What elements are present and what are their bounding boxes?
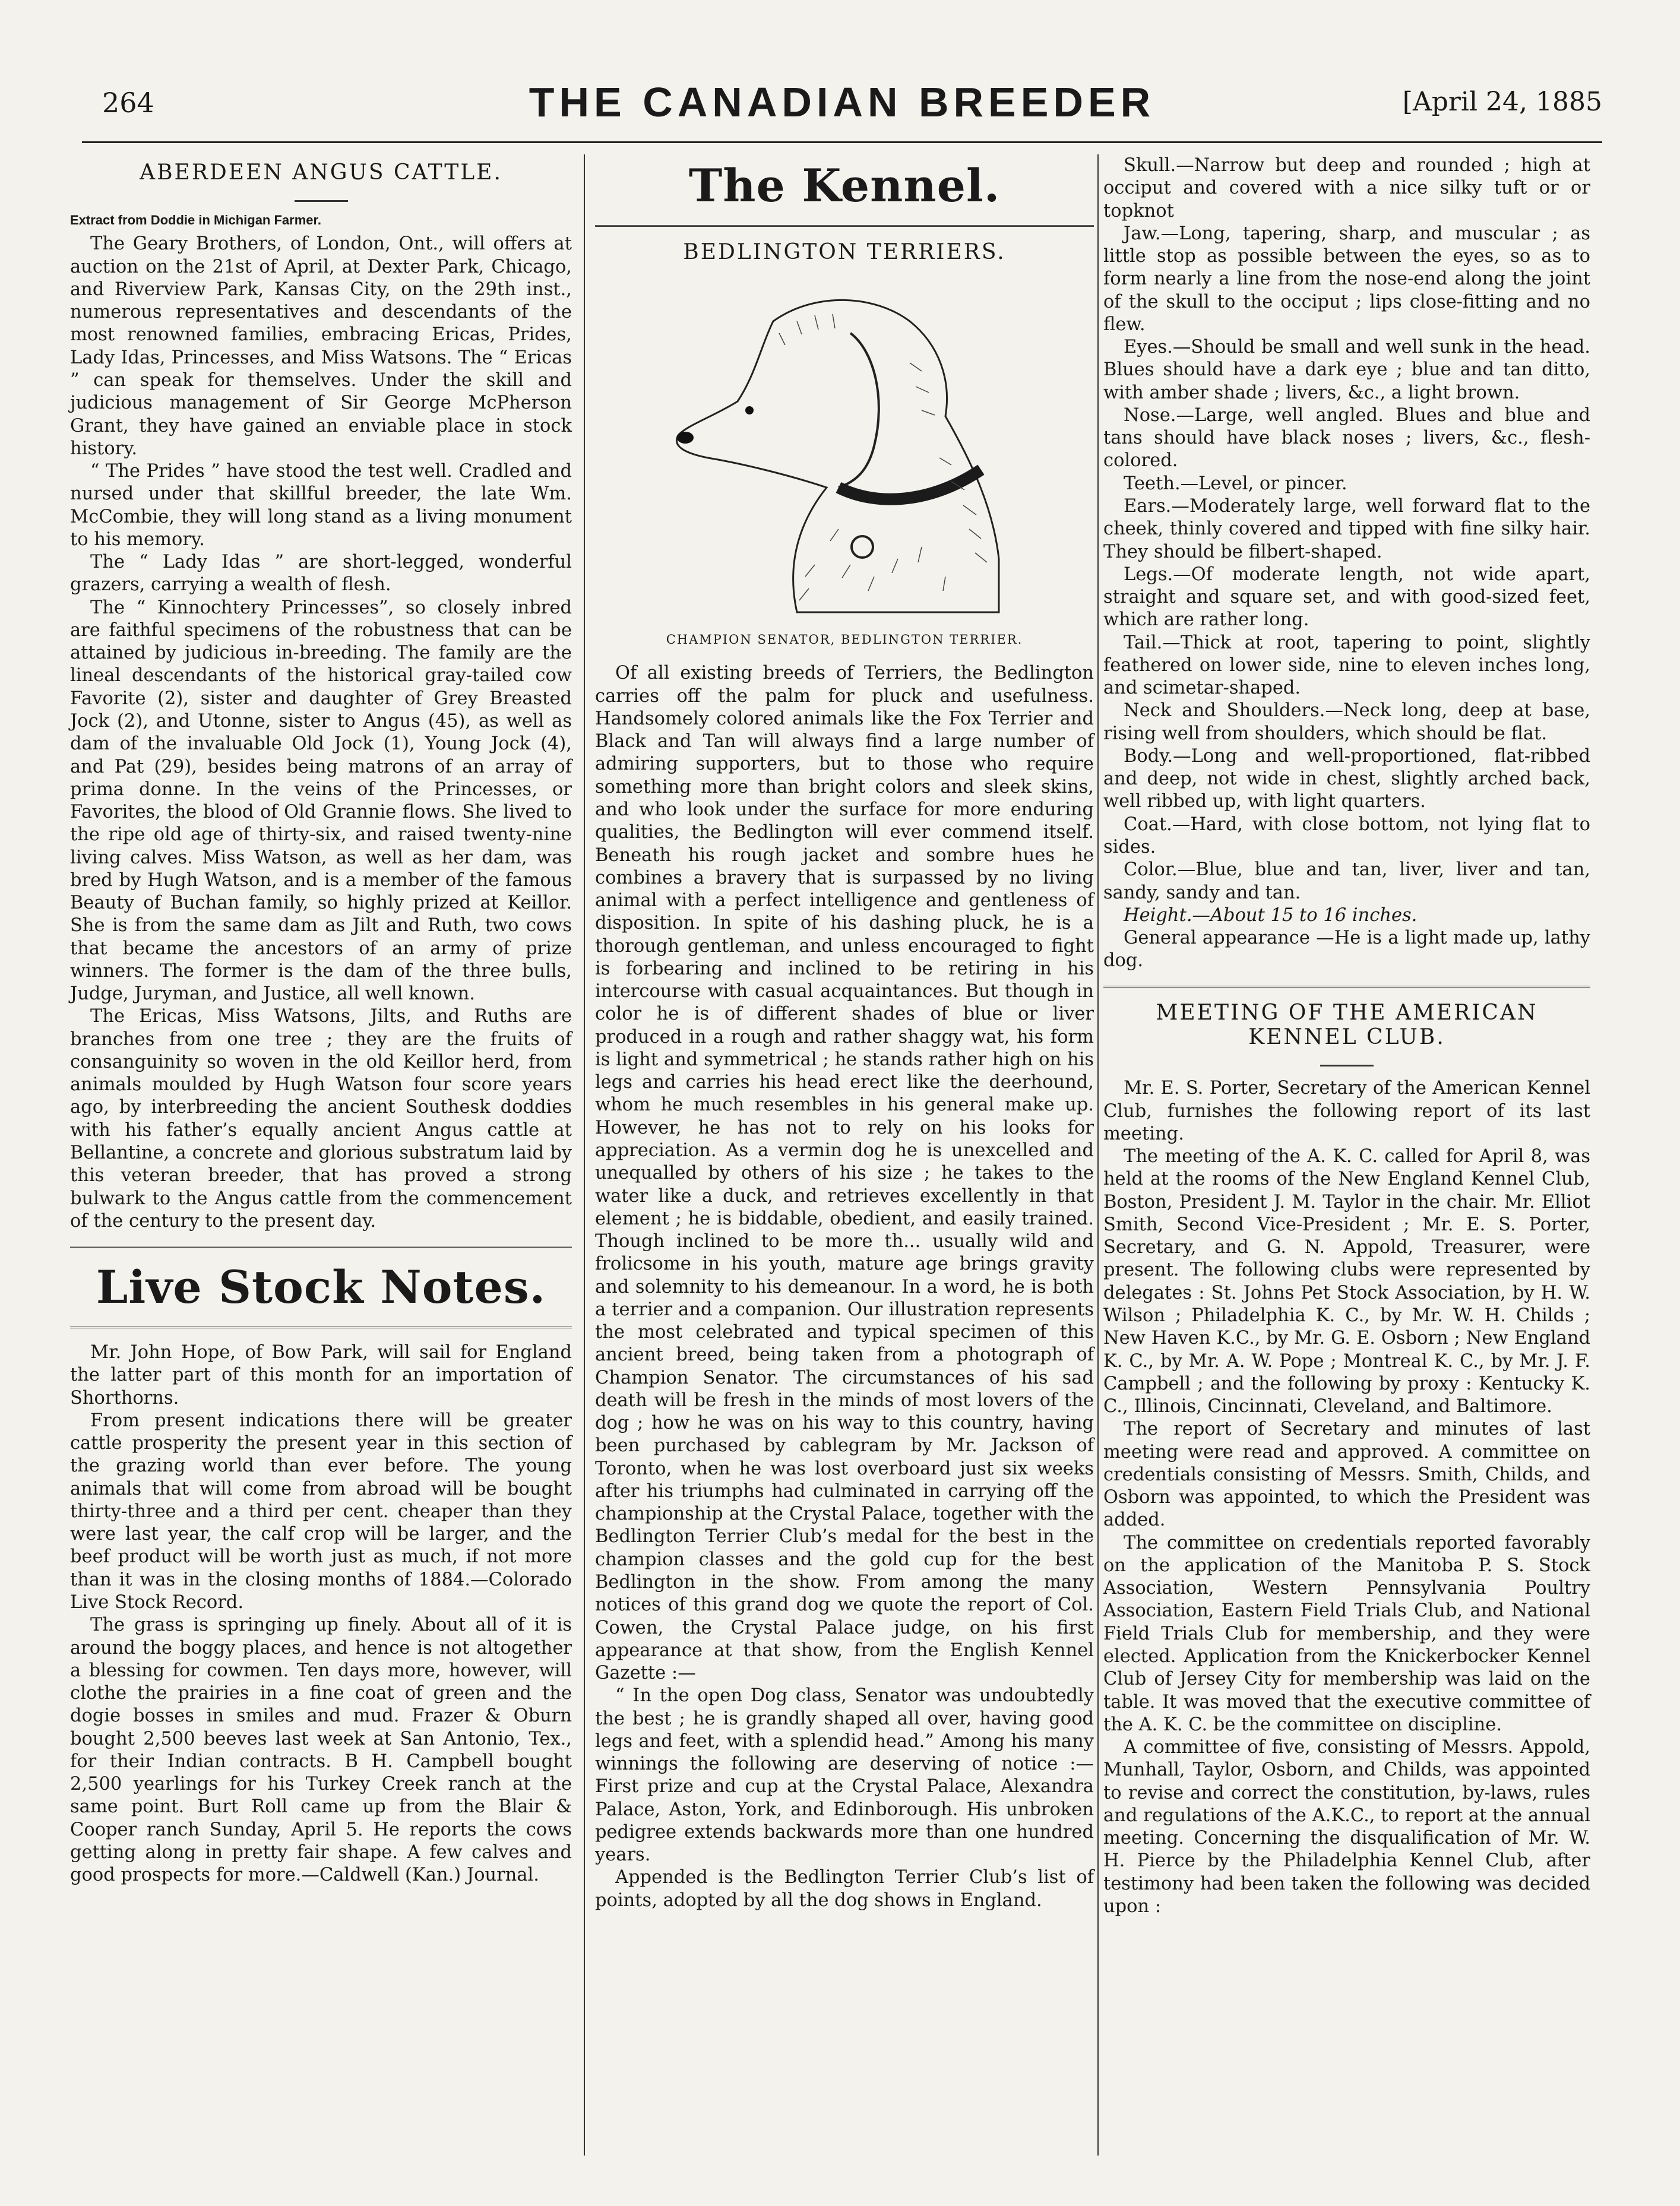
meeting-heading-line1: MEETING OF THE AMERICAN xyxy=(1156,1000,1538,1025)
breed-point: Coat.—Hard, with close bottom, not lying flat to sides. xyxy=(1103,814,1590,857)
section-divider xyxy=(70,1246,572,1248)
bedlington-terrier-illustration xyxy=(660,280,1029,624)
breed-point: Height.—About 15 to 16 inches. xyxy=(1124,904,1418,926)
breed-point: Teeth.—Level, or pincer. xyxy=(1124,473,1347,494)
breed-point: Tail.—Thick at root, tapering to point, slightly feathered on lower side, nine to eleven inches long, and scimetar-shaped. xyxy=(1103,632,1590,699)
article-paragraph: The Ericas, Miss Watsons, Jilts, and Ruths are branches from one tree ; they are the fruits of consanguinity so woven in the old Keillor herd, from animals moulded by Hugh Watson four score years ago, by interbreeding the ancient Southesk doddies with his father’s equally ancient Angus cattle at Bellantine, a concrete and glorious substratum laid by this veteran breeder, that has proved a strong bulwark to the Angus cattle from the commencement of the century to the present day. xyxy=(70,1006,572,1232)
breed-point: Color.—Blue, blue and tan, liver, liver and tan, sandy, sandy and tan. xyxy=(1103,859,1590,903)
heading-rule xyxy=(1320,1065,1374,1066)
breed-point: Skull.—Narrow but deep and rounded ; high at occiput and covered with a nice silky tuft or or topknot xyxy=(1103,155,1590,221)
bedlington-heading: BEDLINGTON TERRIERS. xyxy=(683,240,1006,264)
article-paragraph: The committee on credentials reported favorably on the application of the Manitoba P. S. Stock Association, Western Pennsylvania Poultry Association, Eastern Field Trials Club, and National Field Trials Club for membership, and they were elected. Application from the Knickerbocker Kennel Club of Jersey City for membership was laid on the table. It was moved that the executive committee of the A. K. C. be the committee on discipline. xyxy=(1103,1532,1590,1735)
breed-point: Jaw.—Long, tapering, sharp, and muscular ; as little stop as possible between the eyes, so as to form nearly a line from the nose-end along the joint of the skull to the occiput ; lips close-fitting and no flew. xyxy=(1103,223,1590,335)
column-divider xyxy=(1097,154,1099,2156)
heading-rule xyxy=(295,200,348,202)
kennel-heading: The Kennel. xyxy=(688,159,1001,212)
column-2 xyxy=(595,154,1094,1912)
article-paragraph: “ The Prides ” have stood the test well. Cradled and nursed under that skillful breeder, the late Wm. McCombie, they will long stand as a living monument to his memory. xyxy=(70,461,572,550)
breed-point: Eyes.—Should be small and well sunk in the head. Blues should have a dark eye ; blue and tan ditto, with amber shade ; livers, &c., a light brown. xyxy=(1103,337,1590,403)
breed-point: Ears.—Moderately large, well forward flat to the cheek, thinly covered and tipped with fine silky hair. They should be filbert-shaped. xyxy=(1103,495,1590,562)
issue-date: [April 24, 1885 xyxy=(1402,87,1602,117)
article-paragraph: Appended is the Bedlington Terrier Club’s list of points, adopted by all the dog shows in England. xyxy=(595,1867,1094,1911)
article-paragraph: A committee of five, consisting of Messrs. Appold, Munhall, Taylor, Osborn, and Childs, was appointed to revise and correct the constitution, by-laws, rules and regulations of the A.K.C., to report at the annual meeting. Concerning the disqualification of Mr. W. H. Pierce by the Philadelphia Kennel Club, after testimony had been taken the following was decided upon : xyxy=(1103,1737,1590,1917)
article-paragraph: From present indications there will be greater cattle prosperity the present year in this section of the grazing world than ever before. The young animals that will come from abroad will be bought thirty-three and a third per cent. cheaper than they were last year, the calf crop will be larger, and the beef product will be worth just as much, if not more than it was in the closing months of 1884.—Colorado Live Stock Record. xyxy=(70,1410,572,1613)
page-number: 264 xyxy=(102,87,154,119)
article-paragraph: The grass is springing up finely. About all of it is around the boggy places, and hence is not altogether a blessing for cowmen. Ten days more, however, will clothe the prairies in a fine coat of green and the dogie bosses in smiles and mud. Frazer & Oburn bought 2,500 beeves last week at San Antonio, Tex., for their Indian contracts. B H. Campbell bought 2,500 yearlings for his Turkey Creek ranch at the same point. Burt Roll came up from the Blair & Cooper ranch Sunday, April 5. He reports the cows getting along in pretty fair shape. A few calves and good prospects for more.—Caldwell (Kan.) Journal. xyxy=(70,1615,572,1886)
column-divider xyxy=(584,154,585,2156)
livestock-heading: Live Stock Notes. xyxy=(96,1261,546,1314)
article-paragraph: Mr. John Hope, of Bow Park, will sail for England the latter part of this month for an importation of Shorthorns. xyxy=(70,1342,572,1409)
section-divider xyxy=(1103,986,1590,988)
aberdeen-source: Extract from Doddie in Michigan Farmer. xyxy=(70,213,321,228)
dog-nose xyxy=(677,432,694,444)
section-divider xyxy=(70,1327,572,1328)
article-paragraph: “ In the open Dog class, Senator was undoubtedly the best ; he is grandly shaped all over, having good legs and feet, with a splendid head.” Among his many winnings the following are deserving of notice :—First prize and cup at the Crystal Palace, Alexandra Palace, Aston, York, and Edinborough. His unbroken pedigree extends backwards more than one hundred years. xyxy=(595,1685,1094,1866)
article-paragraph: The “ Kinnochtery Princesses”, so closely inbred are faithful specimens of the robustness that can be attained by judicious in-breeding. The family are the lineal descendants of the historical gray-tailed cow Favorite (2), sister and daughter of Grey Breasted Jock (2), and Utonne, sister to Angus (45), as well as dam of the invaluable Old Jock (1), Young Jock (4), and Pat (29), besides being matrons of an array of prima donne. In the veins of the Princesses, or Favorites, the blood of Old Grannie flows. She lived to the ripe old age of thirty-six, and raised twenty-nine living calves. Miss Watson, as well as her dam, was bred by Hugh Watson, and is a member of the famous Beauty of Buchan family, so highly prized at Keillor. She is from the same dam as Jilt and Ruth, two cows that became the ancestors of an army of prize winners. The former is the dam of the three bulls, Judge, Juryman, and Justice, all well known. xyxy=(70,597,572,1005)
article-paragraph: The Geary Brothers, of London, Ont., will offers at auction on the 21st of April, at Dexter Park, Chicago, and Riverview Park, Kansas City, on the 29th inst., numerous representatives and descendants of the most renowned families, embracing Ericas, Prides, Lady Idas, Princesses, and Miss Watsons. The “ Ericas ” can speak for themselves. Under the skill and judicious management of Sir George McPherson Grant, they have gained an enviable place in stock history. xyxy=(70,233,572,459)
breed-point: Body.—Long and well-proportioned, flat-ribbed and deep, not wide in chest, slightly arched back, well ribbed up, with light quarters. xyxy=(1103,745,1590,812)
article-paragraph: Mr. E. S. Porter, Secretary of the American Kennel Club, furnishes the following report of its last meeting. xyxy=(1103,1078,1590,1144)
column-3 xyxy=(1103,154,1590,1918)
meeting-heading-line2: KENNEL CLUB. xyxy=(1248,1024,1445,1049)
paper-title: THE CANADIAN BREEDER xyxy=(529,79,1156,125)
article-paragraph: The “ Lady Idas ” are short-legged, wonderful grazers, carrying a wealth of flesh. xyxy=(70,552,572,596)
breed-point: Neck and Shoulders.—Neck long, deep at base, rising well from shoulders, which should be flat. xyxy=(1103,700,1590,744)
illustration-caption: CHAMPION SENATOR, BEDLINGTON TERRIER. xyxy=(666,632,1023,647)
dog-eye xyxy=(745,406,754,414)
breed-point: Legs.—Of moderate length, not wide apart, straight and square set, and with good-sized feet, which are rather long. xyxy=(1103,564,1590,631)
masthead-rule xyxy=(82,141,1602,143)
breed-point: Nose.—Large, well angled. Blues and blue and tans should have black noses ; livers, &c., flesh-colored. xyxy=(1103,404,1590,471)
aberdeen-heading: ABERDEEN ANGUS CATTLE. xyxy=(140,160,502,185)
breed-point: General appearance —He is a light made up, lathy dog. xyxy=(1103,928,1590,971)
article-paragraph: The meeting of the A. K. C. called for April 8, was held at the rooms of the New England Kennel Club, Boston, President J. M. Taylor in the chair. Mr. Elliot Smith, Second Vice-President ; Mr. E. S. Porter, Secretary, and G. N. Appold, Treasurer, were present. The following clubs were represented by delegates : St. Johns Pet Stock Association, by H. W. Wilson ; Philadelphia K. C., by Mr. W. H. Childs ; New Haven K.C., by Mr. G. E. Osborn ; New England K. C., by Mr. A. W. Pope ; Montreal K. C., by Mr. J. F. Campbell ; and the following by proxy : Kentucky K. C., Illinois, Cincinnati, Cleveland, and Baltimore. xyxy=(1103,1146,1590,1417)
article-paragraph: The report of Secretary and minutes of last meeting were read and approved. A committee on credentials consisting of Messrs. Smith, Childs, and Osborn was appointed, to which the President was added. xyxy=(1103,1419,1590,1531)
section-divider xyxy=(595,225,1094,227)
column-1 xyxy=(70,154,572,1887)
meeting-heading xyxy=(1103,1001,1590,1050)
article-paragraph: Of all existing breeds of Terriers, the Bedlington carries off the palm for pluck and usefulness. Handsomely colored animals like the Fox Terrier and Black and Tan will always find a large number of admiring supporters, but to those who require something more than bright colors and sleek skins, and who look under the surface for more enduring qualities, the Bedlington will ever commend itself. Beneath his rough jacket and sombre hues he combines a bravery that is surpassed by no living animal with a perfect intelligence and gentleness of disposition. In spite of his dashing pluck, he is a thorough gentleman, and unless encouraged to fight is forbearing and inclined to be retiring in his intercourse with casual acquaintances. But though in color he is of different shades of blue or liver produced in a rough and rather shaggy wat, his form is light and symmetrical ; he stands rather high on his legs and carries his head erect like the deerhound, whom he much resembles in his general make up. However, he has not to rely on his looks for appreciation. As a vermin dog he is unexcelled and unequalled by others of his size ; he takes to the water like a duck, and retrieves excellently in that element ; he is biddable, obedient, and easily trained. Though inclined to be more th... usually wild and frolicsome in his youth, mature age brings gravity and solemnity to his demeanour. In a word, he is both a terrier and a companion. Our illustration represents the most celebrated and typical specimen of this ancient breed, being taken from a photograph of Champion Senator. The circumstances of his sad death will be fresh in the minds of most lovers of the dog ; how he was on his way to this country, having been purchased by cablegram by Mr. Jackson of Toronto, when he was lost overboard just six weeks after his triumphs had culminated in carrying off the championship at the Crystal Palace, together with the Bedlington Terrier Club’s medal for the best in the champion classes and the gold cup for the best Bedlington in the show. From among the many notices of this grand dog we quote the report of Col. Cowen, the Crystal Palace judge, on his first appearance at that show, from the English Kennel Gazette :— xyxy=(595,663,1094,1684)
masthead xyxy=(82,71,1602,143)
